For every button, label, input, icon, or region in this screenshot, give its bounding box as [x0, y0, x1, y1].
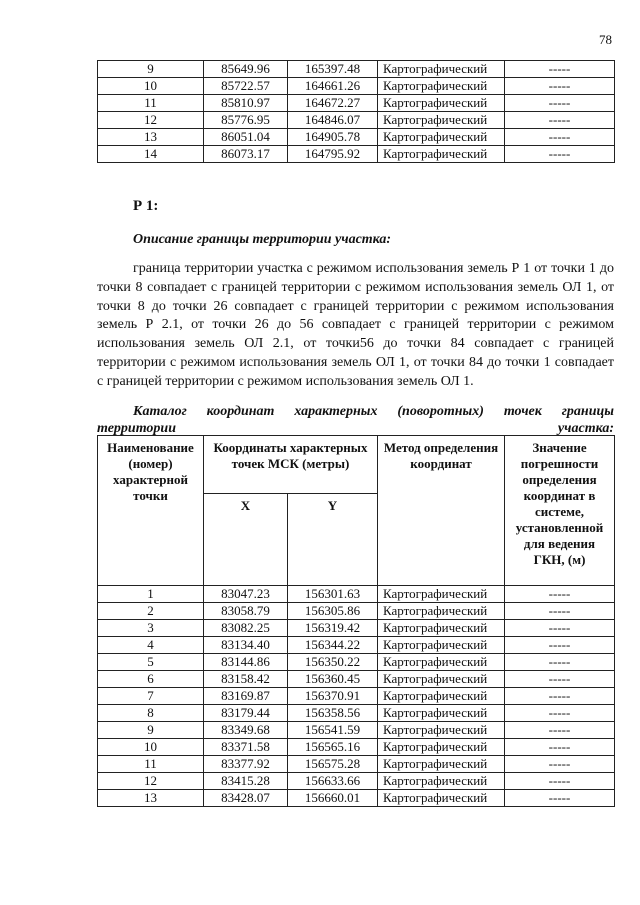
header-y: Y	[288, 494, 378, 586]
y-coordinate-cell: 156319.42	[288, 620, 378, 637]
point-number-cell: 11	[98, 95, 204, 112]
y-coordinate-cell: 156350.22	[288, 654, 378, 671]
point-number-cell: 5	[98, 654, 204, 671]
point-number-cell: 8	[98, 705, 204, 722]
y-coordinate-cell: 164672.27	[288, 95, 378, 112]
point-number-cell: 3	[98, 620, 204, 637]
y-coordinate-cell: 164846.07	[288, 112, 378, 129]
table-row	[98, 756, 615, 773]
method-cell: Картографический	[378, 705, 505, 722]
point-number-cell: 9	[98, 722, 204, 739]
table-row	[98, 705, 615, 722]
y-coordinate-cell: 165397.48	[288, 61, 378, 78]
x-coordinate-cell: 86051.04	[204, 129, 288, 146]
point-number-cell: 12	[98, 773, 204, 790]
method-cell: Картографический	[378, 756, 505, 773]
x-coordinate-cell: 85649.96	[204, 61, 288, 78]
point-number-cell: 10	[98, 78, 204, 95]
y-coordinate-cell: 156633.66	[288, 773, 378, 790]
method-cell: Картографический	[378, 637, 505, 654]
error-cell: -----	[505, 603, 615, 620]
error-cell: -----	[505, 129, 615, 146]
method-cell: Картографический	[378, 688, 505, 705]
x-coordinate-cell: 85810.97	[204, 95, 288, 112]
boundary-description: граница территории участка с режимом использования земель Р 1 от точки 1 до точки 8 совпадает с границей территории с режимом использования земель ОЛ 1, от точки 8 до точки 26 совпадает с границей территории с режимом использования земель Р 2.1, от точки 26 до 56 совпадает с границей территории с режимом использования земель ОЛ 2.1, от точки56 до точки 84 совпадает с границей территории с режимом использования земель ОЛ 1, от точки 84 до точки 1 совпадает с границей территории с режимом использования земель ОЛ 1.	[97, 261, 614, 389]
section-label: Р 1:	[133, 198, 159, 214]
table-row	[98, 773, 615, 790]
x-coordinate-cell: 83047.23	[204, 586, 288, 603]
table-row	[98, 112, 615, 129]
x-coordinate-cell: 83377.92	[204, 756, 288, 773]
method-cell: Картографический	[378, 603, 505, 620]
header-x: X	[204, 494, 288, 586]
x-coordinate-cell: 83134.40	[204, 637, 288, 654]
point-number-cell: 9	[98, 61, 204, 78]
error-cell: -----	[505, 586, 615, 603]
x-coordinate-cell: 83082.25	[204, 620, 288, 637]
method-cell: Картографический	[378, 61, 505, 78]
table-row	[98, 671, 615, 688]
x-coordinate-cell: 83158.42	[204, 671, 288, 688]
error-cell: -----	[505, 671, 615, 688]
table-row	[98, 620, 615, 637]
error-cell: -----	[505, 773, 615, 790]
point-number-cell: 1	[98, 586, 204, 603]
coordinates-table-continued	[97, 60, 615, 163]
method-cell: Картографический	[378, 620, 505, 637]
table-row	[98, 654, 615, 671]
table-row	[98, 146, 615, 163]
method-cell: Картографический	[378, 78, 505, 95]
method-cell: Картографический	[378, 671, 505, 688]
x-coordinate-cell: 83058.79	[204, 603, 288, 620]
y-coordinate-cell: 156370.91	[288, 688, 378, 705]
header-method: Метод определения координат	[378, 436, 505, 586]
table-row	[98, 688, 615, 705]
page-number: 78	[599, 32, 612, 47]
error-cell: -----	[505, 705, 615, 722]
y-coordinate-cell: 164905.78	[288, 129, 378, 146]
y-coordinate-cell: 156358.56	[288, 705, 378, 722]
error-cell: -----	[505, 78, 615, 95]
table-row	[98, 61, 615, 78]
x-coordinate-cell: 83428.07	[204, 790, 288, 807]
point-number-cell: 4	[98, 637, 204, 654]
x-coordinate-cell: 83371.58	[204, 739, 288, 756]
header-coordinates: Координаты характерных точек МСК (метры)	[204, 436, 378, 494]
table-row	[98, 722, 615, 739]
x-coordinate-cell: 86073.17	[204, 146, 288, 163]
point-number-cell: 2	[98, 603, 204, 620]
table-row	[98, 739, 615, 756]
y-coordinate-cell: 156660.01	[288, 790, 378, 807]
point-number-cell: 12	[98, 112, 204, 129]
x-coordinate-cell: 83415.28	[204, 773, 288, 790]
point-number-cell: 14	[98, 146, 204, 163]
error-cell: -----	[505, 790, 615, 807]
point-number-cell: 10	[98, 739, 204, 756]
x-coordinate-cell: 85722.57	[204, 78, 288, 95]
method-cell: Картографический	[378, 95, 505, 112]
x-coordinate-cell: 85776.95	[204, 112, 288, 129]
error-cell: -----	[505, 654, 615, 671]
method-cell: Картографический	[378, 146, 505, 163]
method-cell: Картографический	[378, 586, 505, 603]
header-error: Значение погрешности определения координат в системе, установленной для ведения ГКН, (м)	[505, 436, 615, 586]
header-point-name: Наименование (номер) характерной точки	[98, 436, 204, 586]
error-cell: -----	[505, 739, 615, 756]
method-cell: Картографический	[378, 773, 505, 790]
error-cell: -----	[505, 112, 615, 129]
error-cell: -----	[505, 95, 615, 112]
method-cell: Картографический	[378, 654, 505, 671]
coordinates-catalog-table	[97, 435, 615, 807]
error-cell: -----	[505, 61, 615, 78]
y-coordinate-cell: 156575.28	[288, 756, 378, 773]
point-number-cell: 7	[98, 688, 204, 705]
error-cell: -----	[505, 146, 615, 163]
method-cell: Картографический	[378, 112, 505, 129]
table-row	[98, 95, 615, 112]
y-coordinate-cell: 156541.59	[288, 722, 378, 739]
error-cell: -----	[505, 620, 615, 637]
point-number-cell: 6	[98, 671, 204, 688]
section-subtitle: Описание границы территории участка:	[133, 232, 392, 247]
y-coordinate-cell: 156301.63	[288, 586, 378, 603]
x-coordinate-cell: 83144.86	[204, 654, 288, 671]
point-number-cell: 11	[98, 756, 204, 773]
y-coordinate-cell: 156305.86	[288, 603, 378, 620]
x-coordinate-cell: 83169.87	[204, 688, 288, 705]
table-row	[98, 129, 615, 146]
point-number-cell: 13	[98, 129, 204, 146]
x-coordinate-cell: 83349.68	[204, 722, 288, 739]
table-row	[98, 603, 615, 620]
y-coordinate-cell: 164661.26	[288, 78, 378, 95]
table-row	[98, 78, 615, 95]
error-cell: -----	[505, 688, 615, 705]
error-cell: -----	[505, 637, 615, 654]
catalog-title: Каталог координат характерных (поворотных) точек границы территории участка:	[97, 404, 614, 436]
error-cell: -----	[505, 756, 615, 773]
table-row	[98, 586, 615, 603]
method-cell: Картографический	[378, 722, 505, 739]
method-cell: Картографический	[378, 739, 505, 756]
point-number-cell: 13	[98, 790, 204, 807]
method-cell: Картографический	[378, 790, 505, 807]
table-row	[98, 790, 615, 807]
x-coordinate-cell: 83179.44	[204, 705, 288, 722]
y-coordinate-cell: 156565.16	[288, 739, 378, 756]
y-coordinate-cell: 156360.45	[288, 671, 378, 688]
table-row	[98, 637, 615, 654]
y-coordinate-cell: 164795.92	[288, 146, 378, 163]
method-cell: Картографический	[378, 129, 505, 146]
error-cell: -----	[505, 722, 615, 739]
y-coordinate-cell: 156344.22	[288, 637, 378, 654]
